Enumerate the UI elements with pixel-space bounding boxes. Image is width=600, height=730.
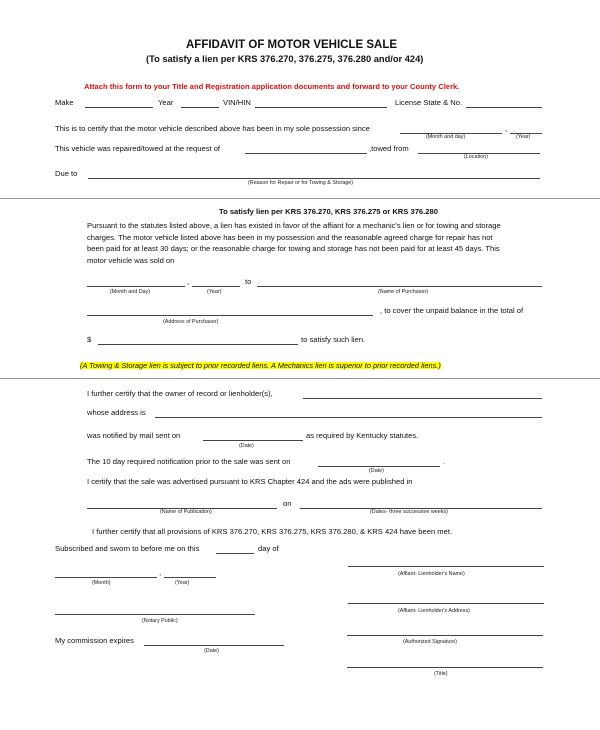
owner-name-field[interactable] bbox=[303, 398, 542, 399]
sworn-year-field[interactable] bbox=[164, 577, 216, 578]
location-caption: (Location) bbox=[464, 154, 488, 160]
notary-caption: (Notary Public) bbox=[142, 618, 178, 624]
title-field[interactable] bbox=[347, 667, 543, 668]
notified-text: was notified by mail sent on bbox=[87, 431, 181, 440]
sold-month-day-field[interactable] bbox=[87, 286, 185, 287]
comma: , bbox=[505, 124, 508, 133]
year-label: Year bbox=[158, 98, 174, 107]
sold-year-caption: (Year) bbox=[207, 289, 222, 295]
due-to-label: Due to bbox=[55, 169, 78, 178]
affiant-address-caption: (Affiant- Lienholder's Address) bbox=[398, 608, 470, 614]
on-label: on bbox=[283, 499, 292, 508]
affiant-name-field[interactable] bbox=[348, 566, 544, 567]
authorized-signature-caption: (Authorized Signature) bbox=[403, 639, 457, 645]
satisfy-text: to satisfy such lien. bbox=[301, 335, 366, 344]
repaired-text: This vehicle was repaired/towed at the request of bbox=[55, 144, 221, 153]
commission-date-field[interactable] bbox=[144, 645, 284, 646]
certify-possession-text: This is to certify that the motor vehicle described above has been in my sole possession since bbox=[55, 124, 370, 133]
publication-caption: (Name of Publication) bbox=[160, 509, 212, 515]
towed-from-text: ,towed from bbox=[369, 144, 409, 153]
document-title: AFFIDAVIT OF MOTOR VEHICLE SALE bbox=[186, 39, 398, 51]
sold-month-day-caption: (Month and Day) bbox=[110, 289, 151, 295]
year-caption: (Year) bbox=[516, 134, 531, 140]
lien-warning-highlight: (A Towing & Storage lien is subject to prior recorded liens. A Mechanics lien is superior to prior recorded liens.) bbox=[80, 361, 441, 370]
comma: , bbox=[187, 277, 190, 286]
purchaser-name-caption: (Name of Purchaser) bbox=[378, 289, 429, 295]
subscribed-text: Subscribed and sworn to before me on this bbox=[55, 544, 200, 553]
to-label: to bbox=[245, 277, 252, 286]
period: . bbox=[443, 457, 446, 466]
authorized-signature-field[interactable] bbox=[347, 635, 543, 636]
notification-date-field[interactable] bbox=[318, 466, 440, 467]
lien-heading: To satisfy lien per KRS 376.270, KRS 376.275 or KRS 376.280 bbox=[219, 207, 438, 216]
owner-address-field[interactable] bbox=[155, 417, 542, 418]
owner-certify-text: I further certify that the owner of record or lienholder(s), bbox=[87, 389, 273, 398]
day-of-text: day of bbox=[258, 544, 279, 553]
purchaser-name-field[interactable] bbox=[257, 286, 542, 287]
affiant-name-caption: (Affiant- Lienholder's Name) bbox=[398, 571, 465, 577]
unpaid-balance-text: , to cover the unpaid balance in the total of bbox=[380, 306, 524, 315]
publication-dates-caption: (Dates- three successive weeks) bbox=[370, 509, 448, 515]
document-subtitle: (To satisfy a lien per KRS 376.270, 376.275, 376.280 and/or 424) bbox=[146, 54, 424, 64]
purchaser-address-caption: (Address of Purchaser) bbox=[163, 319, 219, 325]
section-divider bbox=[0, 198, 600, 199]
sold-year-field[interactable] bbox=[192, 286, 240, 287]
purchaser-address-field[interactable] bbox=[87, 315, 373, 316]
license-field[interactable] bbox=[466, 107, 542, 108]
month-caption: (Month) bbox=[92, 580, 111, 586]
make-label: Make bbox=[55, 98, 74, 107]
year-caption: (Year) bbox=[175, 580, 190, 586]
notary-signature-field[interactable] bbox=[55, 614, 255, 615]
due-to-field[interactable] bbox=[88, 178, 540, 179]
sworn-month-field[interactable] bbox=[55, 577, 157, 578]
notification-date-caption: (Date) bbox=[369, 468, 384, 474]
sworn-day-field[interactable] bbox=[216, 553, 254, 554]
advertised-text: I certify that the sale was advertised pursuant to KRS Chapter 424 and the ads were published in bbox=[87, 477, 413, 486]
notification-text: The 10 day required notification prior to the sale was sent on bbox=[87, 457, 291, 466]
instruction-text: Attach this form to your Title and Registration application documents and forward to your County Clerk. bbox=[84, 82, 460, 91]
lien-paragraph: Pursuant to the statutes listed above, a lien has existed in favor of the affiant for a mechanic's lien or for towing and storage charges. The motor vehicle listed above has been in my possession and the reasonable agreed charge for repair has not been paid for at least 30 days; or the reasonable charge for towing and storage has not been paid for at least 45 days. This motor vehicle was sold on bbox=[87, 221, 501, 265]
provisions-text: I further certify that all provisions of KRS 376.270, KRS 376.275, KRS 376.280, & KRS 424 have been met. bbox=[92, 527, 453, 536]
license-label: License State & No. bbox=[395, 98, 463, 107]
make-field[interactable] bbox=[85, 107, 153, 108]
comma: , bbox=[159, 568, 162, 577]
year-field[interactable] bbox=[181, 107, 219, 108]
reason-caption: (Reason for Repair or for Towing & Storage) bbox=[248, 180, 354, 186]
section-divider bbox=[0, 378, 600, 379]
month-day-caption: (Month and day) bbox=[426, 134, 466, 140]
commission-text: My commission expires bbox=[55, 636, 134, 645]
vin-field[interactable] bbox=[255, 107, 387, 108]
whose-address-label: whose address is bbox=[87, 408, 146, 417]
dollar-sign: $ bbox=[87, 335, 92, 344]
notified-date-caption: (Date) bbox=[239, 443, 254, 449]
commission-date-caption: (Date) bbox=[204, 648, 219, 654]
request-of-field[interactable] bbox=[245, 153, 367, 154]
statutes-text: as required by Kentucky statutes. bbox=[306, 431, 419, 440]
title-caption: (Title) bbox=[434, 671, 448, 677]
affiant-address-field[interactable] bbox=[348, 603, 544, 604]
vin-label: VIN/HIN bbox=[223, 98, 251, 107]
notified-date-field[interactable] bbox=[203, 440, 303, 441]
total-amount-field[interactable] bbox=[98, 344, 298, 345]
